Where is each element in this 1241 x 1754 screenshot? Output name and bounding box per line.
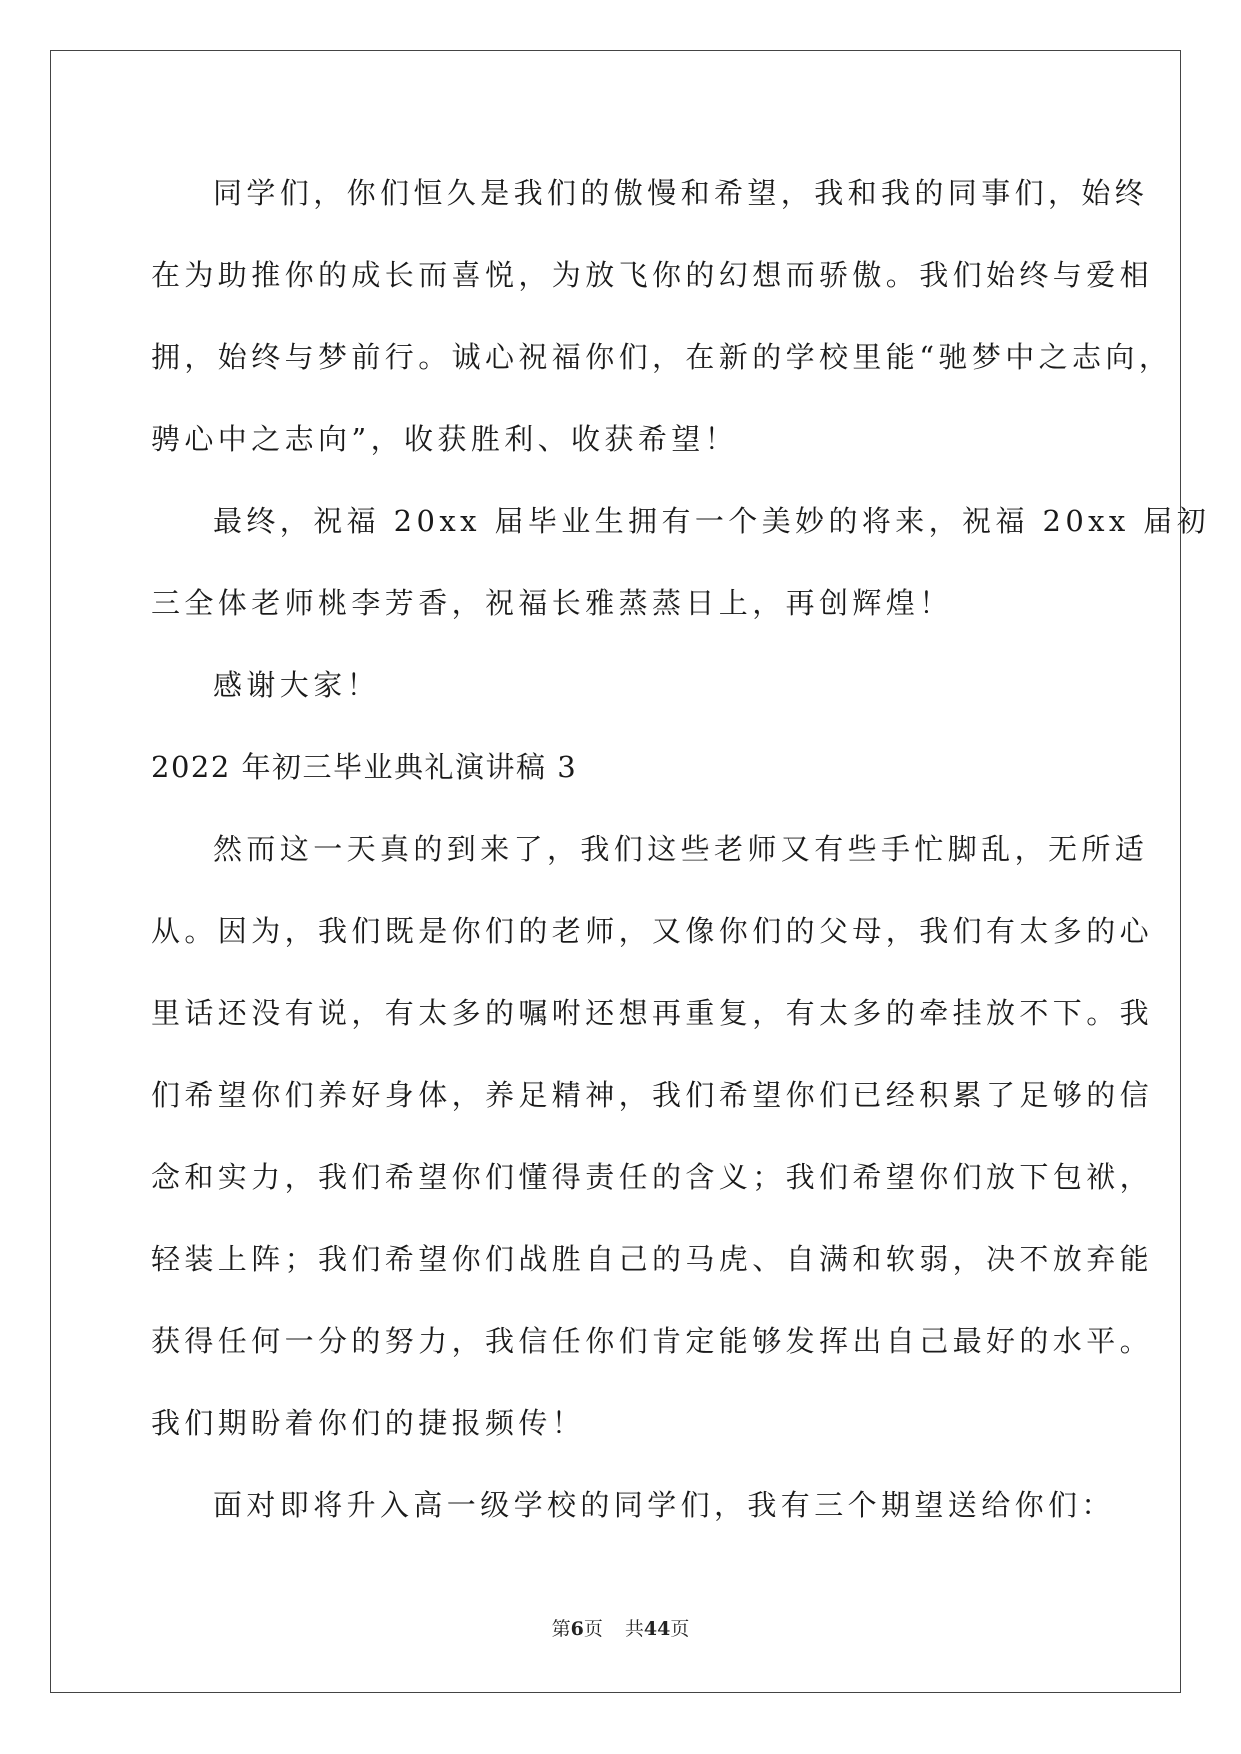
paragraph-line: 感谢大家！ — [213, 668, 381, 702]
paragraph-line: 我们期盼着你们的捷报频传！ — [151, 1406, 586, 1440]
page-number: 6 — [570, 1618, 584, 1640]
section-heading: 2022 年初三毕业典礼演讲稿 3 — [151, 750, 578, 784]
page-footer — [0, 1614, 1241, 1641]
paragraph-line: 获得任何一分的努力，我信任你们肯定能够发挥出自己最好的水平。 — [151, 1324, 1154, 1358]
paragraph-line: 轻装上阵；我们希望你们战胜自己的马虎、自满和软弱，决不放弃能 — [151, 1242, 1154, 1276]
page-suffix: 页 — [583, 1618, 603, 1640]
total-suffix: 页 — [670, 1618, 690, 1640]
paragraph-line: 同学们，你们恒久是我们的傲慢和希望，我和我的同事们，始终 — [213, 176, 1149, 210]
paragraph-line: 骋心中之志向”，收获胜利、收获希望！ — [151, 422, 739, 456]
total-prefix: 共 — [624, 1618, 644, 1640]
paragraph-line: 从。因为，我们既是你们的老师，又像你们的父母，我们有太多的心 — [151, 914, 1154, 948]
document-body — [151, 160, 1211, 1554]
paragraph-line: 里话还没有说，有太多的嘱咐还想再重复，有太多的牵挂放不下。我 — [151, 996, 1154, 1030]
paragraph-line: 念和实力，我们希望你们懂得责任的含义；我们希望你们放下包袱， — [151, 1160, 1154, 1194]
total-pages: 44 — [643, 1618, 671, 1640]
paragraph-line: 拥，始终与梦前行。诚心祝福你们，在新的学校里能“驰梦中之志向， — [151, 340, 1173, 374]
paragraph-line: 最终，祝福 20xx 届毕业生拥有一个美妙的将来，祝福 20xx 届初 — [213, 504, 1211, 538]
paragraph-line: 们希望你们养好身体，养足精神，我们希望你们已经积累了足够的信 — [151, 1078, 1154, 1112]
paragraph-line: 面对即将升入高一级学校的同学们，我有三个期望送给你们： — [213, 1488, 1115, 1522]
page-prefix: 第 — [551, 1618, 571, 1640]
paragraph-line: 然而这一天真的到来了，我们这些老师又有些手忙脚乱，无所适 — [213, 832, 1149, 866]
paragraph-line: 在为助推你的成长而喜悦，为放飞你的幻想而骄傲。我们始终与爱相 — [151, 258, 1154, 292]
paragraph-line: 三全体老师桃李芳香，祝福长雅蒸蒸日上，再创辉煌！ — [151, 586, 953, 620]
